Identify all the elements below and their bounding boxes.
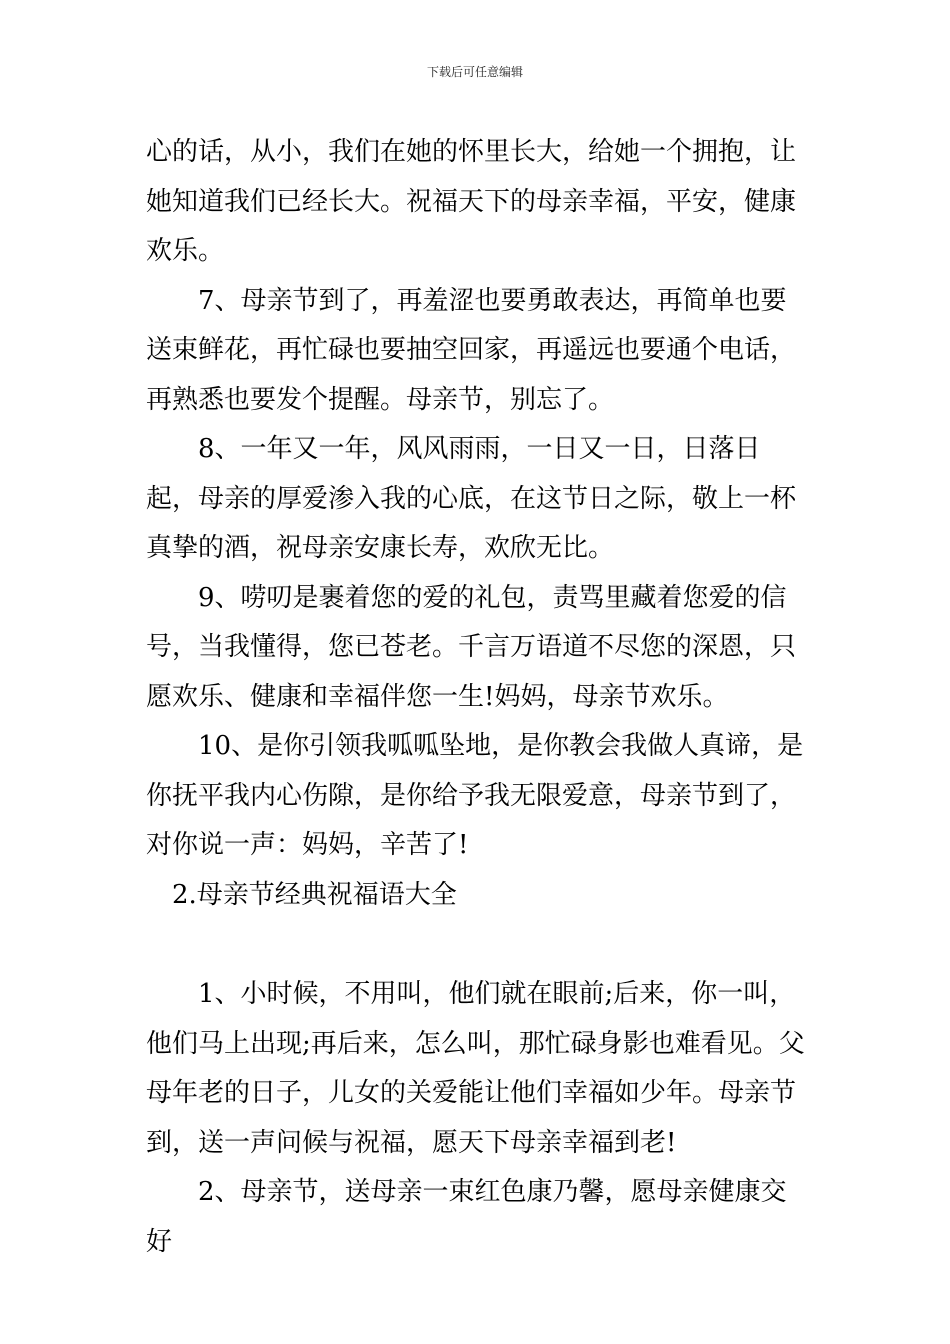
paragraph-continuation: 心的话，从小，我们在她的怀里长大，给她一个拥抱，让她知道我们已经长大。祝福天下的母亲幸福，平安，健康欢乐。 xyxy=(146,137,797,266)
paragraph-item-2: 2、母亲节，送母亲一束红色康乃馨，愿母亲健康交好 xyxy=(146,1177,787,1257)
document-body xyxy=(146,128,810,1267)
paragraph-item-7: 7、母亲节到了，再羞涩也要勇敢表达，再简单也要送束鲜花，再忙碌也要抽空回家，再遥远也要通个电话，再熟悉也要发个提醒。母亲节，别忘了。 xyxy=(146,285,797,415)
paragraph-item-8: 8、一年又一年，风风雨雨，一日又一日，日落日起，母亲的厚爱渗入我的心底，在这节日之际，敬上一杯真挚的酒，祝母亲安康长寿，欢欣无比。 xyxy=(146,434,797,563)
paragraph-item-1: 1、小时候，不用叫，他们就在眼前;后来，你一叫，他们马上出现;再后来，怎么叫，那忙碌身影也难看见。父母年老的日子，儿女的关爱能让他们幸福如少年。母亲节到，送一声问候与祝福，愿天下母亲幸福到老! xyxy=(146,979,805,1158)
paragraph-item-10: 10、是你引领我呱呱坠地，是你教会我做人真谛，是你抚平我内心伤隙，是你给予我无限爱意，母亲节到了，对你说一声：妈妈，辛苦了! xyxy=(146,731,804,860)
section-heading: 2.母亲节经典祝福语大全 xyxy=(172,879,457,910)
paragraph-item-9: 9、唠叨是裹着您的爱的礼包，责骂里藏着您爱的信号，当我懂得，您已苍老。千言万语道不尽您的深恩，只愿欢乐、健康和幸福伴您一生!妈妈，母亲节欢乐。 xyxy=(146,582,797,712)
section-spacer xyxy=(146,920,810,970)
page-header: 下载后可任意编辑 xyxy=(426,65,523,79)
